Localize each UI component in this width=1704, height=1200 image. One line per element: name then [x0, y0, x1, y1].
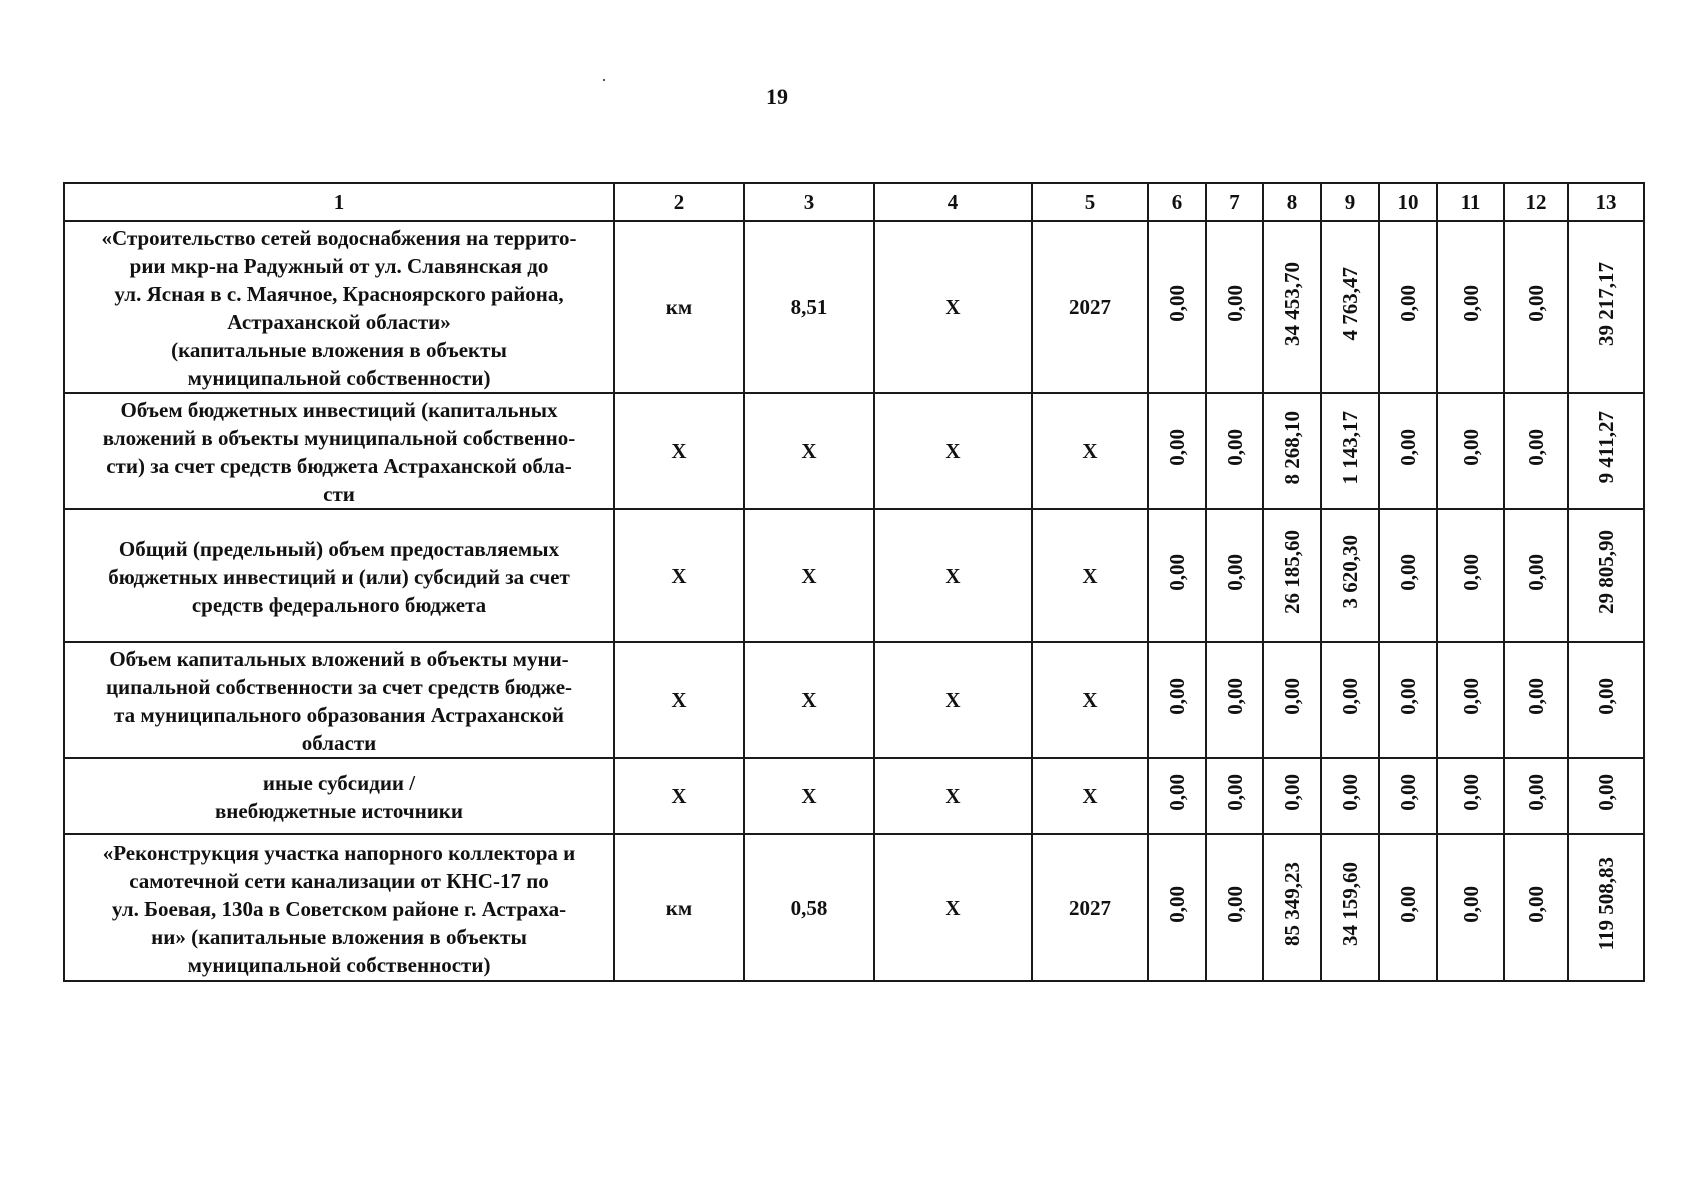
value-cell: [1148, 393, 1206, 509]
description-line: муниципальной собственности): [187, 952, 491, 977]
value-text: 0,00: [1222, 678, 1247, 715]
value-cell: [1437, 642, 1504, 758]
description-line: ни» (капитальные вложения в объекты: [151, 924, 527, 949]
value-cell: [1206, 393, 1263, 509]
column-number: 9: [1321, 183, 1379, 221]
value-cell: [1263, 758, 1321, 834]
value-cell: [1206, 758, 1263, 834]
cell-c2: X: [614, 758, 744, 834]
row-description: [64, 221, 614, 393]
value-text: 0,00: [1338, 678, 1362, 715]
cell-c2: X: [614, 393, 744, 509]
table-row: [64, 509, 1644, 642]
value-cell: [1568, 642, 1644, 758]
value-text: 9 411,27: [1594, 411, 1618, 484]
value-cell: [1263, 221, 1321, 393]
value-text: 0,00: [1458, 774, 1483, 811]
cell-c5: 2027: [1032, 221, 1148, 393]
value-cell: [1379, 393, 1437, 509]
cell-c5: X: [1032, 393, 1148, 509]
value-cell: [1437, 221, 1504, 393]
cell-c3: X: [744, 509, 874, 642]
value-text: 0,00: [1222, 285, 1247, 322]
description-line: Объем капитальных вложений в объекты муни-: [109, 647, 569, 671]
value-cell: [1263, 642, 1321, 758]
value-text: 1 143,17: [1338, 410, 1362, 485]
value-text: 0,00: [1524, 285, 1548, 322]
description-line: средств федерального бюджета: [191, 592, 487, 617]
value-text: 0,00: [1280, 774, 1304, 811]
value-cell: [1321, 221, 1379, 393]
description-line: самотечной сети канализации от КНС-17 по: [129, 868, 549, 893]
cell-c4: X: [874, 758, 1032, 834]
cell-c2: X: [614, 642, 744, 758]
value-cell: [1263, 834, 1321, 981]
page-number: 19: [766, 84, 788, 109]
cell-c2: X: [614, 509, 744, 642]
value-cell: [1379, 834, 1437, 981]
description-line: рии мкр-на Радужный от ул. Славянская до: [129, 254, 549, 278]
value-text: 0,00: [1165, 429, 1189, 466]
value-text: 0,00: [1458, 285, 1483, 322]
value-text: 0,00: [1165, 553, 1189, 591]
table-row: [64, 758, 1644, 834]
description-line: сти: [323, 482, 355, 506]
value-text: 0,00: [1165, 885, 1189, 923]
column-number: 1: [64, 183, 614, 221]
value-text: 0,00: [1524, 429, 1548, 466]
description-line: «Строительство сетей водоснабжения на террито-: [101, 226, 577, 250]
value-cell: [1206, 509, 1263, 642]
cell-c3: 8,51: [744, 221, 874, 393]
column-number: 11: [1437, 183, 1504, 221]
column-number: 7: [1206, 183, 1263, 221]
value-cell: [1263, 509, 1321, 642]
value-cell: [1321, 834, 1379, 981]
column-number: 13: [1568, 183, 1644, 221]
value-text: 0,00: [1396, 678, 1420, 715]
value-text: 0,00: [1280, 678, 1304, 715]
column-number: 4: [874, 183, 1032, 221]
column-number: 6: [1148, 183, 1206, 221]
description-line: ципальной собственности за счет средств бюдже-: [105, 675, 573, 699]
value-text: 0,00: [1594, 678, 1618, 715]
value-text: 119 508,83: [1594, 857, 1618, 951]
description-line: «Реконструкция участка напорного коллектора и: [102, 840, 576, 865]
value-cell: [1206, 834, 1263, 981]
description-line: Объем бюджетных инвестиций (капитальных: [120, 398, 558, 422]
column-number: 10: [1379, 183, 1437, 221]
scan-speck: [603, 79, 605, 81]
value-text: 0,00: [1524, 553, 1548, 591]
description-line: вложений в объекты муниципальной собственно-: [102, 426, 576, 450]
description-line: ул. Боевая, 130а в Советском районе г. Астраха-: [111, 896, 567, 921]
value-text: 0,00: [1338, 774, 1362, 811]
value-cell: [1379, 221, 1437, 393]
value-cell: [1321, 758, 1379, 834]
value-text: 0,00: [1165, 678, 1189, 715]
value-cell: [1437, 393, 1504, 509]
column-number: 8: [1263, 183, 1321, 221]
value-cell: [1321, 393, 1379, 509]
cell-c2: км: [614, 834, 744, 981]
row-description: [64, 509, 614, 642]
cell-c5: X: [1032, 509, 1148, 642]
value-text: 3 620,30: [1338, 535, 1362, 609]
cell-c4: X: [874, 393, 1032, 509]
value-text: 0,00: [1165, 285, 1189, 322]
value-cell: [1206, 642, 1263, 758]
cell-c4: X: [874, 221, 1032, 393]
description-line: внебюджетные источники: [214, 799, 464, 823]
cell-c3: X: [744, 642, 874, 758]
value-text: 0,00: [1222, 774, 1247, 811]
row-description: [64, 393, 614, 509]
table-row: [64, 642, 1644, 758]
value-text: 29 805,90: [1594, 530, 1618, 614]
value-text: 0,00: [1396, 553, 1420, 591]
cell-c5: X: [1032, 642, 1148, 758]
value-cell: [1504, 393, 1568, 509]
value-cell: [1437, 834, 1504, 981]
description-line: Общий (предельный) объем предоставляемых: [118, 536, 560, 561]
value-cell: [1568, 509, 1644, 642]
value-text: 0,00: [1524, 678, 1548, 715]
cell-c2: км: [614, 221, 744, 393]
value-cell: [1568, 221, 1644, 393]
value-cell: [1437, 509, 1504, 642]
value-text: 39 217,17: [1594, 261, 1618, 346]
value-cell: [1504, 834, 1568, 981]
cell-c4: X: [874, 834, 1032, 981]
cell-c5: X: [1032, 758, 1148, 834]
value-cell: [1148, 642, 1206, 758]
value-cell: [1379, 642, 1437, 758]
cell-c3: X: [744, 393, 874, 509]
row-description: [64, 834, 614, 981]
description-line: муниципальной собственности): [187, 366, 491, 390]
value-cell: [1568, 758, 1644, 834]
value-text: 0,00: [1396, 774, 1420, 811]
column-number: 12: [1504, 183, 1568, 221]
cell-c4: X: [874, 509, 1032, 642]
value-cell: [1568, 834, 1644, 981]
value-text: 26 185,60: [1280, 530, 1304, 614]
value-text: 0,00: [1458, 678, 1483, 715]
value-cell: [1148, 221, 1206, 393]
cell-c4: X: [874, 642, 1032, 758]
value-cell: [1568, 393, 1644, 509]
value-text: 85 349,23: [1280, 862, 1304, 946]
description-line: иные субсидии /: [262, 771, 416, 795]
value-text: 0,00: [1458, 885, 1483, 923]
value-text: 0,00: [1396, 285, 1420, 322]
value-cell: [1148, 834, 1206, 981]
value-cell: [1206, 221, 1263, 393]
value-text: 34 159,60: [1338, 862, 1362, 946]
value-text: 0,00: [1458, 429, 1483, 466]
value-text: 0,00: [1524, 885, 1548, 923]
value-text: 0,00: [1594, 774, 1618, 811]
description-line: Астраханской области»: [227, 310, 451, 334]
table-row: [64, 393, 1644, 509]
value-cell: [1379, 758, 1437, 834]
investment-table: [63, 182, 1645, 982]
description-line: сти) за счет средств бюджета Астраханской обла-: [106, 454, 572, 478]
table-row: [64, 221, 1644, 393]
cell-c3: X: [744, 758, 874, 834]
value-cell: [1504, 221, 1568, 393]
row-description: [64, 642, 614, 758]
value-text: 0,00: [1222, 429, 1247, 466]
value-text: 0,00: [1222, 885, 1247, 923]
column-number: 2: [614, 183, 744, 221]
value-cell: [1263, 393, 1321, 509]
cell-c5: 2027: [1032, 834, 1148, 981]
value-cell: [1321, 642, 1379, 758]
value-text: 4 763,47: [1338, 266, 1362, 341]
value-text: 8 268,10: [1280, 410, 1304, 485]
value-cell: [1148, 758, 1206, 834]
value-cell: [1148, 509, 1206, 642]
value-text: 0,00: [1396, 885, 1420, 923]
column-number: 3: [744, 183, 874, 221]
column-number: 5: [1032, 183, 1148, 221]
description-line: ул. Ясная в с. Маячное, Красноярского района,: [114, 282, 564, 306]
value-cell: [1504, 509, 1568, 642]
cell-c3: 0,58: [744, 834, 874, 981]
value-cell: [1504, 642, 1568, 758]
description-line: бюджетных инвестиций и (или) субсидий за счет: [108, 564, 570, 589]
description-line: (капитальные вложения в объекты: [171, 338, 507, 362]
value-cell: [1437, 758, 1504, 834]
table-row: [64, 834, 1644, 981]
description-line: та муниципального образования Астраханской: [114, 703, 564, 727]
row-description: [64, 758, 614, 834]
value-text: 0,00: [1222, 553, 1247, 591]
description-line: области: [301, 731, 377, 755]
value-text: 0,00: [1165, 774, 1189, 811]
value-text: 0,00: [1524, 774, 1548, 811]
value-cell: [1379, 509, 1437, 642]
value-cell: [1504, 758, 1568, 834]
column-number-row: [64, 183, 1644, 221]
value-text: 34 453,70: [1280, 261, 1304, 346]
value-cell: [1321, 509, 1379, 642]
value-text: 0,00: [1458, 553, 1483, 591]
value-text: 0,00: [1396, 429, 1420, 466]
